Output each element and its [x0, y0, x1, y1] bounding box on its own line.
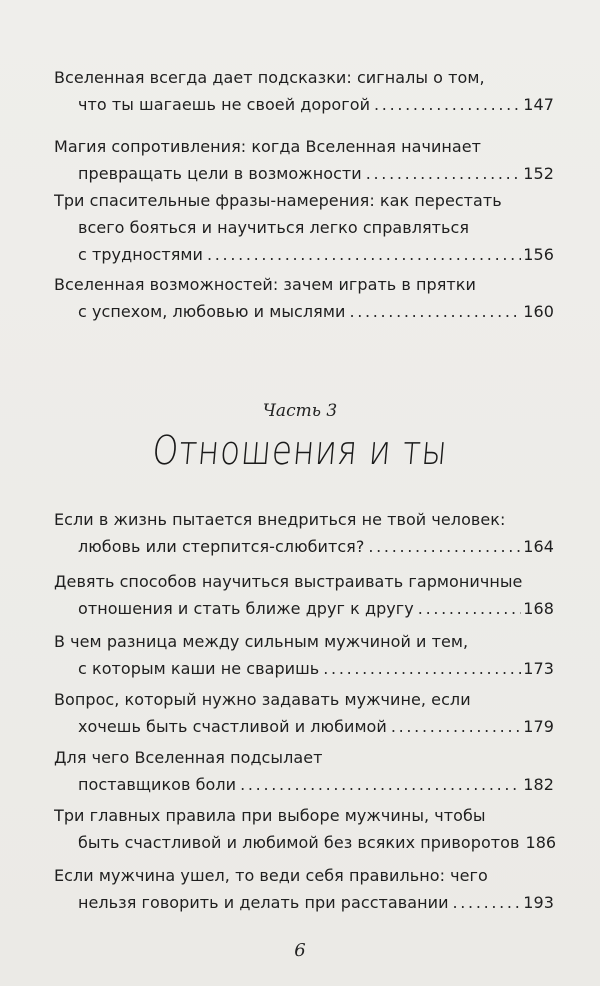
- toc-entry-last-line: [54, 533, 554, 560]
- leader-dots: [323, 655, 521, 682]
- toc-entry-text: поставщиков боли: [78, 775, 237, 794]
- toc-page-number: 164: [523, 537, 554, 556]
- leader-dots: [418, 595, 522, 622]
- toc-entry-line: Для чего Вселенная подсылает: [54, 748, 323, 767]
- leader-dots: [368, 533, 521, 560]
- leader-dots: [366, 160, 522, 187]
- toc-entry-line: Три главных правила при выборе мужчины, чтобы: [54, 806, 486, 825]
- toc-entry-text: превращать цели в возможности: [78, 164, 362, 183]
- leader-dots: [391, 713, 521, 740]
- toc-page-number: 173: [523, 659, 554, 678]
- toc-page-number: 193: [523, 893, 554, 912]
- toc-page-number: 160: [523, 302, 554, 321]
- toc-entry-text: отношения и стать ближе друг к другу: [78, 599, 414, 618]
- toc-page-number: 156: [523, 245, 554, 264]
- toc-entry-line: Магия сопротивления: когда Вселенная начинает: [54, 137, 482, 156]
- toc-entry-line: Вселенная возможностей: зачем играть в прятки: [54, 275, 476, 294]
- toc-entry-line: Вселенная всегда дает подсказки: сигналы о том,: [54, 68, 485, 87]
- toc-entry: [54, 271, 554, 325]
- leader-dots: [453, 889, 522, 916]
- toc-entry-last-line: [54, 829, 557, 856]
- toc-entry-line: В чем разница между сильным мужчиной и тем,: [54, 632, 469, 651]
- toc-page-number: 179: [523, 717, 554, 736]
- toc-entry-text: быть счастливой и любимой без всяких приворотов: [78, 833, 520, 852]
- toc-entry: [54, 568, 554, 622]
- toc-entry-last-line: [54, 298, 554, 325]
- toc-entry-last-line: [54, 889, 554, 916]
- toc-entry-line: Если в жизнь пытается внедриться не твой человек:: [54, 510, 506, 529]
- toc-entry-last-line: [54, 91, 554, 118]
- toc-entry-text: любовь или стерпится-слюбится?: [78, 537, 365, 556]
- toc-entry: [54, 133, 554, 187]
- toc-entry-text: с успехом, любовью и мыслями: [78, 302, 346, 321]
- toc-entry-last-line: [54, 713, 554, 740]
- toc-entry: [54, 64, 554, 118]
- toc-entry-text: хочешь быть счастливой и любимой: [78, 717, 387, 736]
- leader-dots: [349, 298, 521, 325]
- toc-entry: [54, 187, 554, 268]
- toc-entry-text: с которым каши не сваришь: [78, 659, 320, 678]
- toc-page-number: 147: [523, 95, 554, 114]
- part-title: Отношения и ты: [150, 428, 450, 474]
- toc-entry-last-line: [54, 241, 554, 268]
- toc-entry: [54, 802, 557, 856]
- toc-entry-line: Вопрос, который нужно задавать мужчине, если: [54, 690, 471, 709]
- toc-entry-line: всего бояться и научиться легко справляться: [78, 218, 470, 237]
- page-number: 6: [294, 940, 306, 961]
- toc-entry-line: Девять способов научиться выстраивать гармоничные: [54, 572, 523, 591]
- toc-entry-text: что ты шагаешь не своей дорогой: [78, 95, 371, 114]
- toc-page-number: 152: [523, 164, 554, 183]
- toc-entry-text: с трудностями: [78, 245, 204, 264]
- toc-entry-last-line: [54, 655, 554, 682]
- toc-entry-text: нельзя говорить и делать при расставании: [78, 893, 449, 912]
- toc-entry: [54, 506, 554, 560]
- toc-entry-last-line: [54, 595, 554, 622]
- toc-entry: [54, 686, 554, 740]
- toc-entry: [54, 744, 554, 798]
- toc-page-number: 186: [525, 833, 557, 852]
- toc-page-number: 182: [523, 775, 554, 794]
- toc-entry: [54, 862, 554, 916]
- leader-dots: [374, 91, 521, 118]
- toc-entry-line: Если мужчина ушел, то веди себя правильно: чего: [54, 866, 488, 885]
- leader-dots: [207, 241, 521, 268]
- leader-dots: [240, 771, 521, 798]
- toc-page-number: 168: [523, 599, 554, 618]
- toc-entry-last-line: [54, 771, 554, 798]
- toc-entry: [54, 628, 554, 682]
- part-label: Часть 3: [262, 401, 338, 421]
- toc-entry-line: Три спасительные фразы-намерения: как перестать: [54, 191, 502, 210]
- toc-entry-last-line: [54, 160, 554, 187]
